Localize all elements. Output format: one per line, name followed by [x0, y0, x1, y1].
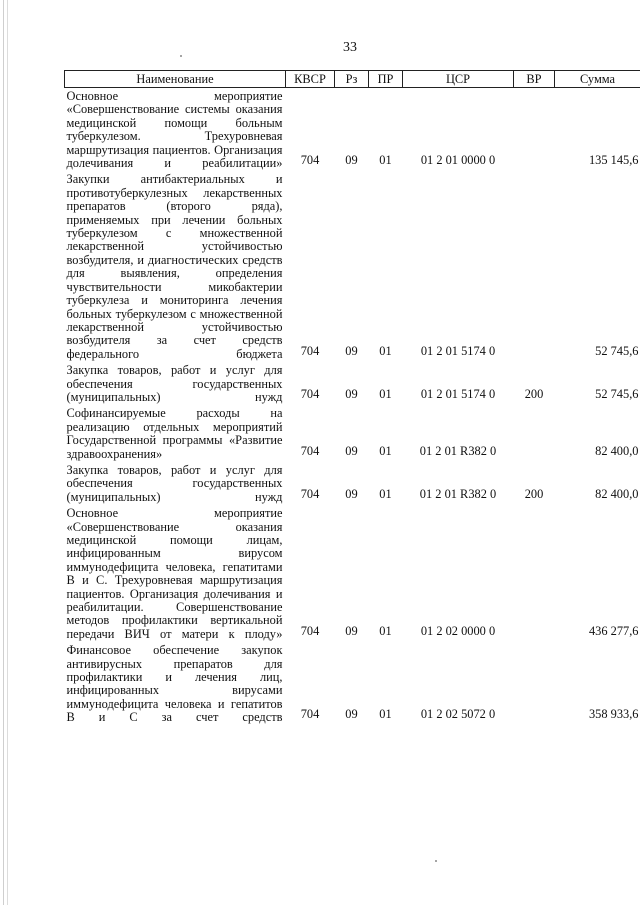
row-name: Закупка товаров, работ и услуг для обеспечения государственных (муниципальных) нужд [66, 462, 283, 504]
row-rz: 09 [345, 153, 358, 168]
table-row [65, 505, 640, 642]
row-rz: 09 [345, 386, 358, 401]
row-kvsr: 704 [300, 386, 320, 401]
row-pr: 01 [379, 386, 392, 401]
row-csr: 01 2 01 R382 0 [419, 443, 497, 458]
row-pr: 01 [379, 486, 392, 501]
row-rz: 09 [345, 443, 358, 458]
table-header-row [65, 71, 640, 88]
table-row [65, 88, 640, 172]
row-rz: 09 [345, 623, 358, 638]
row-vr [514, 171, 555, 362]
row-csr: 01 2 02 0000 0 [420, 623, 496, 638]
row-sum: 52 745,6 [595, 343, 639, 358]
row-rz: 09 [345, 707, 358, 722]
table-row [65, 462, 640, 505]
row-kvsr: 704 [300, 443, 320, 458]
row-pr: 01 [379, 623, 392, 638]
scan-edge-line [7, 0, 8, 905]
row-kvsr: 704 [300, 707, 320, 722]
row-rz: 09 [345, 486, 358, 501]
row-csr: 01 2 02 5072 0 [420, 707, 496, 722]
row-pr: 01 [379, 153, 392, 168]
row-pr: 01 [379, 343, 392, 358]
row-rz: 09 [345, 343, 358, 358]
scan-speck [435, 860, 437, 862]
row-csr: 01 2 01 5174 0 [420, 386, 496, 401]
row-sum: 52 745,6 [595, 386, 639, 401]
row-kvsr: 704 [300, 486, 320, 501]
row-vr [514, 642, 555, 725]
row-csr: 01 2 01 0000 0 [420, 153, 496, 168]
row-kvsr: 704 [300, 623, 320, 638]
row-vr [514, 505, 555, 642]
row-kvsr: 704 [300, 153, 320, 168]
table-row [65, 405, 640, 462]
header-pr: ПР [369, 71, 403, 88]
header-sum: Сумма [555, 71, 640, 88]
row-name: Основное мероприятие «Совершенствование системы оказания медицинской помощи больным туберкулезом. Трехуровневая маршрутизация пациентов. Организация долечивания и реабилитации» [66, 89, 283, 171]
row-vr: 200 [524, 386, 544, 401]
row-name: Финансовое обеспечение закупок антивирусных препаратов для профилактики и лечения лиц, инфицированных вирусами иммунодефицита человека и гепатитов В и С за счет средств [66, 643, 283, 725]
header-name: Наименование [65, 71, 286, 88]
header-kvsr: КВСР [286, 71, 335, 88]
table-row [65, 171, 640, 362]
row-name: Закупки антибактериальных и противотуберкулезных лекарственных препаратов (второго ряда), применяемых при лечении больных туберкулезом с множественной лекарственной устойчивостью возбудителя, и диагностических средств для выявления, определения чувствительности микобактерии туберкулеза и мониторинга лечения больных туберкулезом с множественной лекарственной устойчивостью возбудителя за счет средств федерального бюджета [66, 172, 283, 361]
row-kvsr: 704 [300, 343, 320, 358]
row-vr: 200 [524, 486, 544, 501]
row-vr [514, 88, 555, 172]
row-pr: 01 [379, 707, 392, 722]
row-sum: 82 400,0 [595, 486, 639, 501]
row-sum: 358 933,6 [588, 707, 639, 722]
row-csr: 01 2 01 R382 0 [419, 486, 497, 501]
row-name: Закупка товаров, работ и услуг для обеспечения государственных (муниципальных) нужд [66, 363, 283, 404]
row-sum: 436 277,6 [588, 623, 639, 638]
table-row [65, 642, 640, 725]
row-sum: 135 145,6 [588, 153, 639, 168]
table-row [65, 362, 640, 405]
row-pr: 01 [379, 443, 392, 458]
row-vr [514, 405, 555, 462]
page-number: 33 [343, 40, 357, 55]
row-name: Софинансируемые расходы на реализацию отдельных мероприятий Государственной программы «Развитие здравоохранения» [66, 406, 283, 461]
scan-edge-line [3, 0, 4, 905]
header-rz: Рз [335, 71, 369, 88]
row-name: Основное мероприятие «Совершенствование оказания медицинской помощи лицам, инфицированным вирусом иммунодефицита человека, гепатитами В и С. Трехуровневая маршрутизация пациентов. Организация долечивания и реабилитации. Совершенствование методов профилактики вертикальной передачи ВИЧ от матери к плоду» [66, 506, 283, 641]
header-csr: ЦСР [403, 71, 514, 88]
row-sum: 82 400,0 [595, 443, 639, 458]
header-vr: ВР [514, 71, 555, 88]
row-csr: 01 2 01 5174 0 [420, 343, 496, 358]
budget-table [64, 70, 640, 726]
scan-speck [180, 55, 182, 57]
